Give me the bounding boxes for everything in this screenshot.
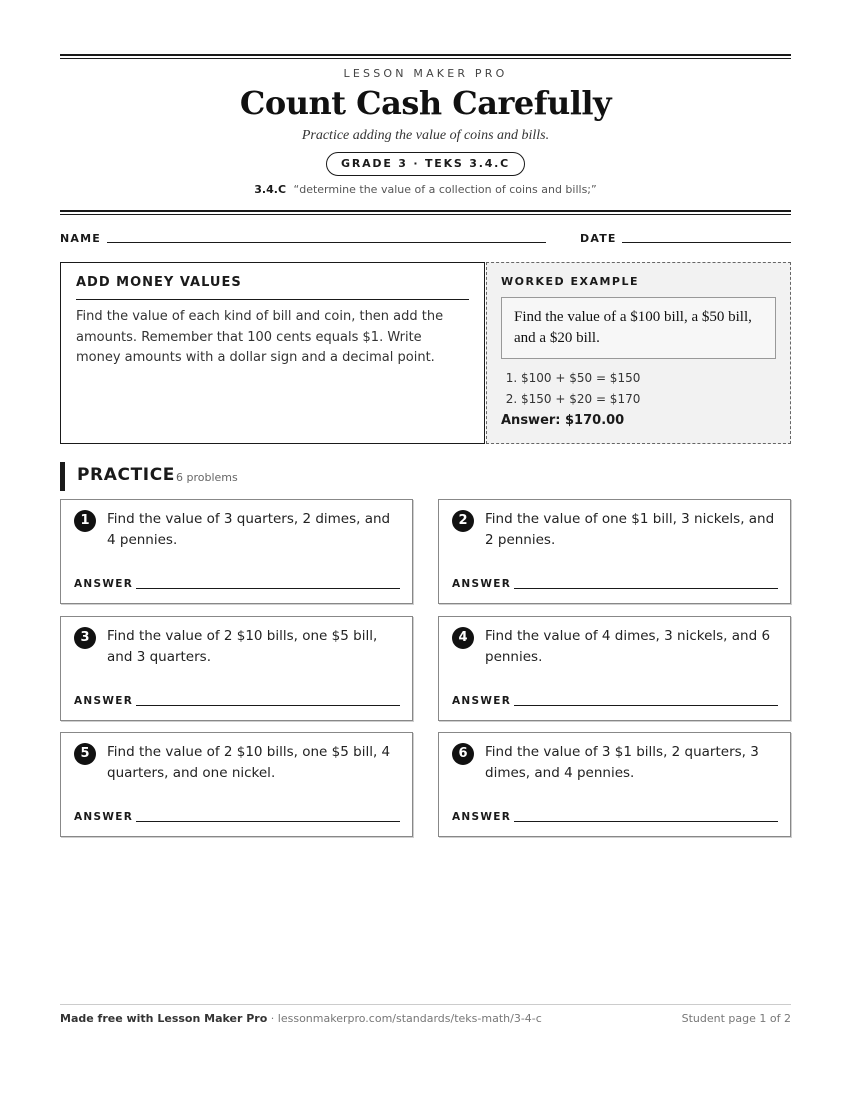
problem-number: 4 [452, 627, 474, 649]
problem-number: 3 [74, 627, 96, 649]
answer-label: ANSWER [74, 695, 134, 707]
problem-text: Find the value of one $1 bill, 3 nickels, and 2 pennies. [485, 511, 775, 548]
problem-card-1 [60, 499, 413, 604]
standard-code: 3.4.C [254, 183, 287, 196]
answer-field[interactable] [136, 821, 400, 822]
page-title: Count Cash Carefully [239, 84, 612, 122]
date-label: DATE [580, 232, 617, 245]
date-field[interactable] [622, 242, 791, 243]
answer-label: ANSWER [452, 695, 512, 707]
practice-accent-bar [60, 462, 65, 491]
footer-separator: · [267, 1012, 278, 1025]
footer-page-number: Student page 1 of 2 [681, 1012, 791, 1025]
problem-number: 1 [74, 510, 96, 532]
brand-name: LESSON MAKER PRO [343, 67, 508, 80]
problem-card-4 [438, 616, 791, 721]
footer-made-with: Made free with Lesson Maker Pro [60, 1012, 268, 1025]
worked-example-box [486, 262, 791, 444]
standard-line [60, 183, 791, 196]
header-bottom-rule [60, 210, 791, 215]
worked-example-question: Find the value of a $100 bill, a $50 bill, and a $20 bill. [501, 297, 776, 359]
instructions-box [60, 262, 485, 444]
problem-number: 5 [74, 743, 96, 765]
worked-example-answer: Answer: $170.00 [501, 413, 625, 428]
grade-badge: GRADE 3 · TEKS 3.4.C [326, 152, 525, 176]
problem-text: Find the value of 2 $10 bills, one $5 bill, and 3 quarters. [107, 628, 378, 665]
problem-number: 2 [452, 510, 474, 532]
answer-field[interactable] [136, 705, 400, 706]
header-top-rule [60, 54, 791, 59]
footer-rule [60, 1004, 791, 1005]
worked-example-heading: WORKED EXAMPLE [501, 275, 639, 288]
problem-card-5 [60, 732, 413, 837]
problem-text: Find the value of 4 dimes, 3 nickels, and 6 pennies. [485, 628, 771, 665]
answer-field[interactable] [514, 821, 778, 822]
grade-pill-wrap [60, 152, 791, 176]
worked-example-step: 1. $100 + $50 = $150 [521, 368, 776, 389]
worksheet-page [60, 0, 791, 1100]
answer-field[interactable] [136, 588, 400, 589]
instructions-heading: ADD MONEY VALUES [76, 275, 469, 300]
problem-card-2 [438, 499, 791, 604]
page-subtitle: Practice adding the value of coins and bills. [301, 128, 550, 143]
answer-label: ANSWER [452, 578, 512, 590]
worked-example-step: 2. $150 + $20 = $170 [521, 389, 776, 410]
answer-field[interactable] [514, 588, 778, 589]
footer-credit [60, 1012, 542, 1025]
worked-example-steps [501, 368, 776, 410]
problem-text: Find the value of 2 $10 bills, one $5 bill, 4 quarters, and one nickel. [107, 744, 391, 781]
problem-text: Find the value of 3 quarters, 2 dimes, and 4 pennies. [107, 511, 391, 548]
answer-field[interactable] [514, 705, 778, 706]
problem-card-3 [60, 616, 413, 721]
problem-number: 6 [452, 743, 474, 765]
footer-url[interactable]: lessonmakerpro.com/standards/teks-math/3-4-c [277, 1012, 542, 1025]
answer-label: ANSWER [74, 811, 134, 823]
standard-text: “determine the value of a collection of coins and bills;” [293, 183, 597, 196]
practice-heading: PRACTICE [77, 465, 175, 485]
answer-label: ANSWER [74, 578, 134, 590]
practice-count: 6 problems [176, 471, 238, 484]
problem-text: Find the value of 3 $1 bills, 2 quarters, 3 dimes, and 4 pennies. [485, 744, 759, 781]
instructions-body: Find the value of each kind of bill and coin, then add the amounts. Remember that 100 cents equals $1. Write money amounts with a dollar sign and a decimal point. [76, 309, 444, 365]
name-label: NAME [60, 232, 101, 245]
problem-card-6 [438, 732, 791, 837]
answer-label: ANSWER [452, 811, 512, 823]
name-field[interactable] [107, 242, 546, 243]
